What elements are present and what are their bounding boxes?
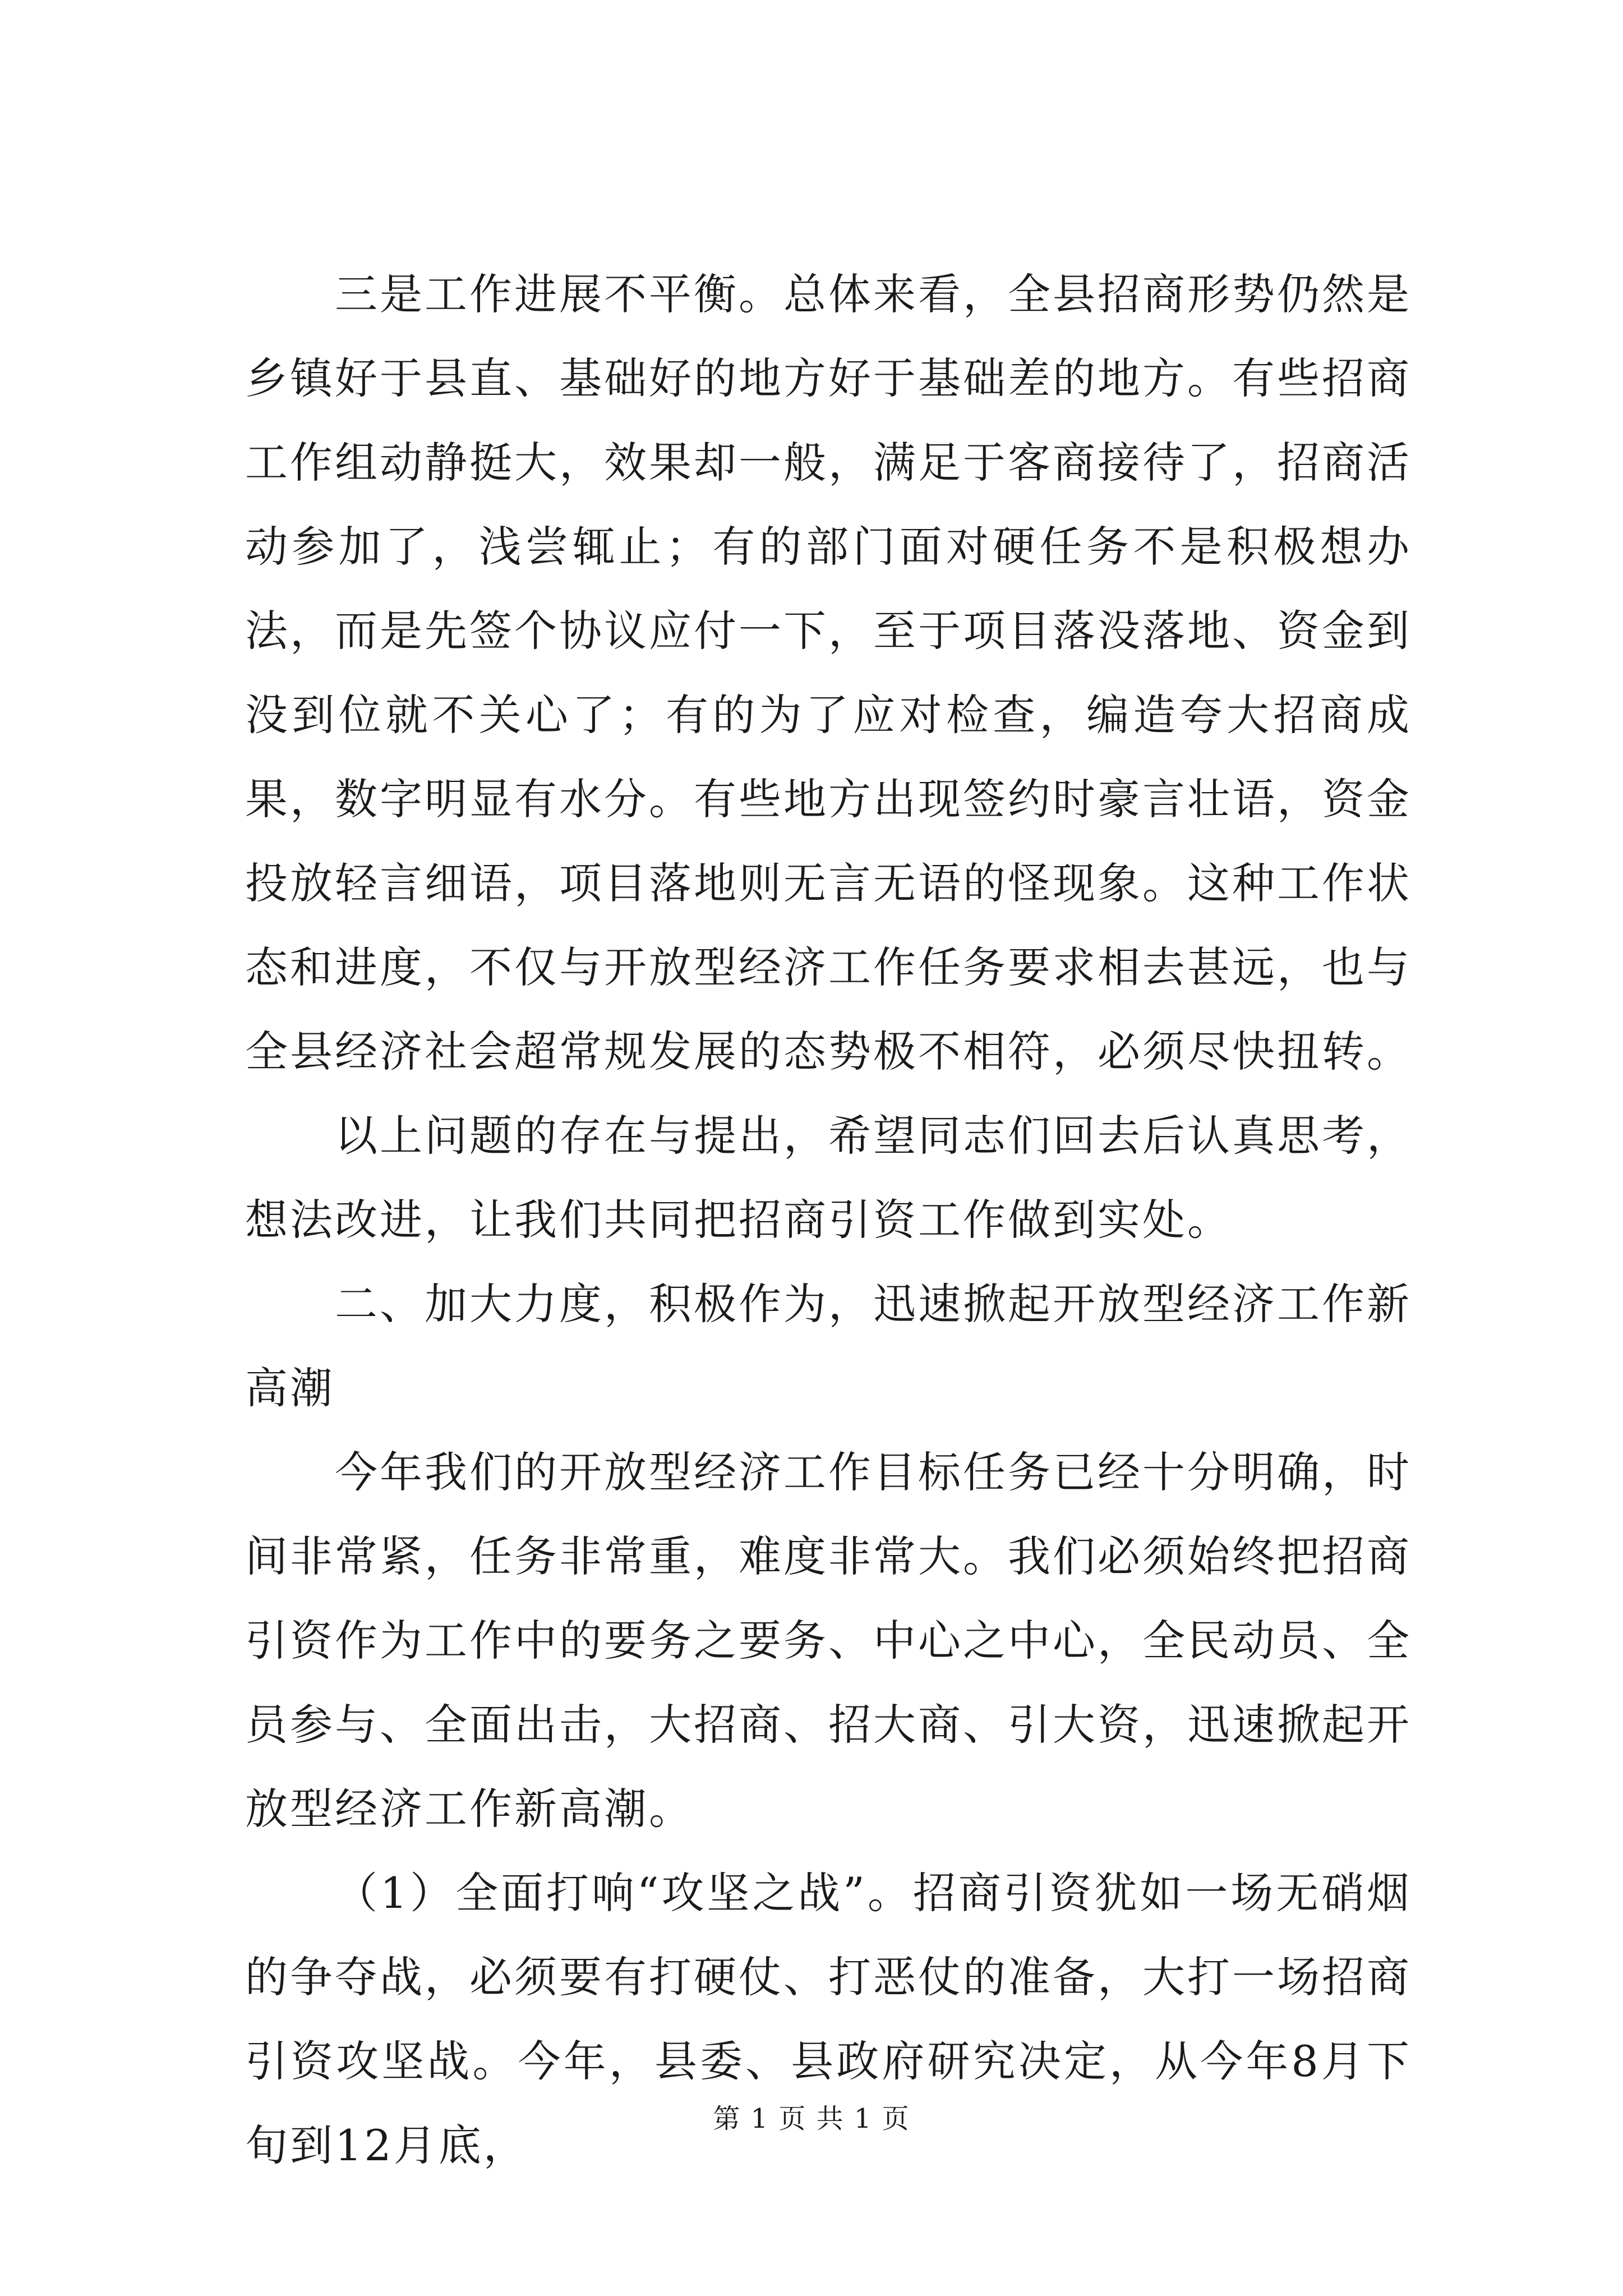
paragraph-task-goals: 今年我们的开放型经济工作目标任务已经十分明确，时间非常紧，任务非常重，难度非常大。我们必须始终把招商引资作为工作中的要务之要务、中心之中心，全民动员、全员参与、全面出击，大招商、招大商、引大资，迅速掀起开放型经济工作新高潮。 [245,1447,1412,1834]
page-footer: 第 1 页 共 1 页 [713,2103,910,2134]
paragraph-work-imbalance: 三是工作进展不平衡。总体来看，全县招商形势仍然是乡镇好于县直、基础好的地方好于基础差的地方。有些招商工作组动静挺大，效果却一般，满足于客商接待了，招商活动参加了，浅尝辄止；有的部门面对硬任务不是积极想办法，而是先签个协议应付一下，至于项目落没落地、资金到没到位就不关心了；有的为了应对检查，编造夸大招商成果，数字明显有水分。有些地方出现签约时豪言壮语，资金投放轻言细语，项目落地则无言无语的怪现象。这种工作状态和进度，不仅与开放型经济工作任务要求相去甚远，也与全县经济社会超常规发展的态势极不相符，必须尽快扭转。 [245,269,1412,1076]
paragraph-reflection: 以上问题的存在与提出，希望同志们回去后认真思考，想法改进，让我们共同把招商引资工作做到实处。 [245,1111,1412,1245]
document-body [245,252,1412,2188]
paragraph-battle: （1）全面打响“攻坚之战”。招商引资犹如一场无硝烟的争夺战，必须要有打硬仗、打恶仗的准备，大打一场招商引资攻坚战。今年，县委、县政府研究决定，从今年8月下旬到12月底， [245,1868,1412,2170]
section-heading-two: 二、加大力度，积极作为，迅速掀起开放型经济工作新高潮 [245,1279,1412,1413]
